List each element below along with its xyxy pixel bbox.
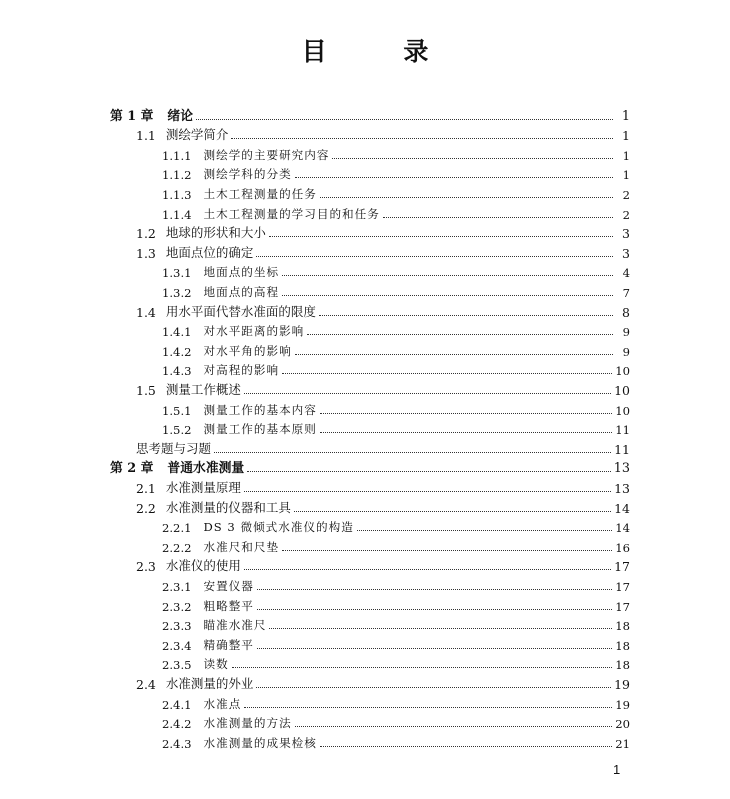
toc-dot-leader <box>282 550 612 551</box>
toc-entry <box>162 614 630 634</box>
toc-entry-number: 1.1.4 <box>162 207 192 222</box>
toc-dot-leader <box>320 432 612 433</box>
toc-entry-page: 3 <box>622 226 630 242</box>
toc-entry <box>136 555 630 575</box>
toc-entry-number: 2.3 <box>136 559 156 575</box>
toc-entry-number: 第 1 章 <box>110 108 154 124</box>
toc-entry <box>136 496 630 516</box>
toc-entry-title: 用水平面代替水准面的限度 <box>165 303 316 319</box>
toc-entry <box>162 182 630 202</box>
toc-entry-page: 21 <box>615 736 630 751</box>
toc-entry-number: 1.4 <box>136 304 156 320</box>
toc-entry-number: 1.1.2 <box>162 168 192 183</box>
toc-dot-leader <box>257 609 612 610</box>
toc-entry-number: 2.4.2 <box>162 717 192 732</box>
toc-dot-leader <box>320 746 612 747</box>
toc-entry-page: 9 <box>622 344 630 359</box>
toc-entry-number: 1.3 <box>136 245 156 261</box>
toc-entry <box>162 320 630 340</box>
toc-dot-leader <box>282 275 613 276</box>
toc-entry-title: 绪论 <box>167 108 194 124</box>
toc-dot-leader <box>247 471 611 472</box>
toc-dot-leader <box>244 393 611 394</box>
toc-entry <box>136 222 630 242</box>
toc-entry <box>136 437 630 457</box>
toc-entry-number: 2.4.1 <box>162 697 192 712</box>
toc-entry-title: 地面点的坐标 <box>203 265 280 280</box>
toc-entry-page: 1 <box>622 148 630 163</box>
toc-entry <box>162 163 630 183</box>
page-title: 目 录 <box>301 37 463 66</box>
toc-entry <box>110 104 630 124</box>
toc-entry-number: 1.1.1 <box>162 148 192 163</box>
toc-entry <box>136 241 630 261</box>
toc-dot-leader <box>244 707 612 708</box>
toc-entry-title: 水准测量的方法 <box>203 716 292 731</box>
toc-entry <box>162 535 630 555</box>
toc-entry-number: 2.4.3 <box>162 736 192 751</box>
toc-entry-number: 1.4.3 <box>162 364 192 379</box>
toc-entry <box>136 672 630 692</box>
toc-entry-title: 精确整平 <box>203 637 254 652</box>
toc-entry-title: 地球的形状和大小 <box>165 225 266 241</box>
toc-entry-title: 安置仪器 <box>203 578 254 593</box>
toc-entry <box>162 633 630 653</box>
toc-entry-title: 水准测量的外业 <box>165 675 254 691</box>
toc-entry-title: 对水平距离的影响 <box>203 324 305 339</box>
toc-dot-leader <box>319 315 613 316</box>
toc-entry-number: 1.3.1 <box>162 266 192 281</box>
toc-dot-leader <box>294 511 611 512</box>
toc-entry-page: 8 <box>622 304 630 320</box>
toc-dot-leader <box>332 158 613 159</box>
toc-entry-page: 1 <box>622 128 630 144</box>
toc-entry-number: 第 2 章 <box>110 461 154 477</box>
toc-dot-leader <box>282 295 613 296</box>
toc-entry-number: 2.3.2 <box>162 599 192 614</box>
toc-entry-page: 1 <box>622 168 630 183</box>
toc-entry-number: 1.1 <box>136 128 156 144</box>
toc-entry-title: 水准测量的仪器和工具 <box>165 499 291 515</box>
toc-dot-leader <box>244 491 611 492</box>
toc-entry-title: 水准尺和尺垫 <box>203 539 280 554</box>
toc-entry-page: 10 <box>615 364 630 379</box>
toc-dot-leader <box>307 334 613 335</box>
toc-dot-leader <box>269 236 613 237</box>
toc-entry-number: 1.4.1 <box>162 325 192 340</box>
toc-dot-leader <box>232 667 613 668</box>
toc-dot-leader <box>295 726 613 727</box>
toc-entry-number: 1.3.2 <box>162 285 192 300</box>
toc-entry-page: 20 <box>615 717 630 732</box>
toc-entry-number: 2.3.5 <box>162 658 192 673</box>
toc-dot-leader <box>320 413 612 414</box>
toc-entry-page: 3 <box>622 245 630 261</box>
toc-entry-page: 4 <box>622 266 630 281</box>
toc-entry-page: 2 <box>622 207 630 222</box>
toc-entry-title: 思考题与习题 <box>136 440 212 456</box>
toc-dot-leader <box>257 648 612 649</box>
toc-entry <box>162 261 630 281</box>
toc-entry-page: 17 <box>615 599 630 614</box>
toc-entry-page: 18 <box>615 638 630 653</box>
toc-entry-title: 读数 <box>203 657 229 672</box>
toc-dot-leader <box>214 452 611 453</box>
toc-entry-title: 水准点 <box>203 696 242 711</box>
toc-entry <box>136 476 630 496</box>
toc-entry <box>136 378 630 398</box>
toc-entry-number: 2.1 <box>136 480 156 496</box>
toc-entry-page: 14 <box>614 500 630 516</box>
toc-entry-title: 粗略整平 <box>203 598 254 613</box>
toc-dot-leader <box>269 628 612 629</box>
toc-entry <box>162 692 630 712</box>
toc-entry-number: 2.2.1 <box>162 521 192 536</box>
toc-entry-title: 测量工作的基本内容 <box>203 402 317 417</box>
toc-entry-title: 水准仪的使用 <box>165 558 241 574</box>
toc-entry-page: 10 <box>614 382 630 398</box>
toc-entry <box>162 418 630 438</box>
toc-entry-page: 13 <box>613 461 630 477</box>
toc-entry-number: 2.2 <box>136 500 156 516</box>
toc-entry <box>162 359 630 379</box>
toc-entry-number: 1.5.1 <box>162 403 192 418</box>
toc-entry-title: 土木工程测量的任务 <box>203 186 317 201</box>
page-number: 1 <box>613 762 621 777</box>
toc-entry-number: 2.3.3 <box>162 619 192 634</box>
toc-entry-title: 测绘学简介 <box>165 127 229 143</box>
toc-entry <box>162 731 630 751</box>
toc-entry <box>162 398 630 418</box>
toc-entry-title: 对高程的影响 <box>203 363 280 378</box>
toc-entry-title: DS 3 微倾式水准仪的构造 <box>203 520 354 535</box>
toc-entry-page: 19 <box>614 676 630 692</box>
toc-entry-page: 16 <box>615 540 630 555</box>
toc-entry-title: 对水平角的影响 <box>203 343 292 358</box>
toc-entry <box>162 594 630 614</box>
toc-entry-page: 17 <box>614 559 630 575</box>
toc-entry <box>162 653 630 673</box>
toc-entry-number: 2.3.1 <box>162 579 192 594</box>
toc-entry-page: 9 <box>622 325 630 340</box>
toc-dot-leader <box>196 119 613 120</box>
toc-entry <box>162 202 630 222</box>
toc-entry-title: 测量工作概述 <box>165 381 241 397</box>
toc-entry-number: 2.4 <box>136 676 156 692</box>
toc-entry-page: 19 <box>615 697 630 712</box>
toc-entry <box>162 339 630 359</box>
toc-dot-leader <box>383 217 613 218</box>
toc-entry <box>162 280 630 300</box>
toc-dot-leader <box>357 530 612 531</box>
toc-entry-title: 地面点位的确定 <box>165 244 254 260</box>
toc-entry <box>162 143 630 163</box>
toc-entry-number: 1.4.2 <box>162 344 192 359</box>
toc-entry-page: 13 <box>614 480 630 496</box>
toc-entry-page: 7 <box>622 285 630 300</box>
toc-entry-number: 2.3.4 <box>162 638 192 653</box>
toc-entry-page: 10 <box>615 403 630 418</box>
toc-entry-page: 18 <box>615 658 630 673</box>
toc-entry-page: 14 <box>615 521 630 536</box>
toc-entry-page: 11 <box>615 423 630 438</box>
toc-entry-number: 1.5 <box>136 382 156 398</box>
toc-dot-leader <box>295 354 613 355</box>
toc-entry-title: 瞄准水准尺 <box>203 618 267 633</box>
toc-entry-title: 土木工程测量的学习目的和任务 <box>203 206 380 221</box>
toc-entry-title: 普通水准测量 <box>167 461 245 477</box>
toc-dot-leader <box>256 687 611 688</box>
toc-entry-number: 1.2 <box>136 226 156 242</box>
toc-entry-page: 18 <box>615 619 630 634</box>
toc-entry-number: 2.2.2 <box>162 540 192 555</box>
toc-entry-title: 测绘学的主要研究内容 <box>203 147 330 162</box>
toc-dot-leader <box>295 177 613 178</box>
toc-dot-leader <box>231 138 613 139</box>
toc-entry <box>136 124 630 144</box>
toc-entry-title: 测量工作的基本原则 <box>203 422 317 437</box>
toc-entry <box>162 574 630 594</box>
toc-dot-leader <box>320 197 613 198</box>
toc-dot-leader <box>244 569 611 570</box>
toc-entry-title: 测绘学科的分类 <box>203 167 292 182</box>
toc-entry-number: 1.1.3 <box>162 187 192 202</box>
toc-entry <box>136 300 630 320</box>
toc-entry-page: 11 <box>614 441 630 457</box>
toc-entry-page: 17 <box>615 579 630 594</box>
toc-entry <box>110 457 630 477</box>
toc-entry-page: 1 <box>621 108 630 124</box>
toc-dot-leader <box>256 256 613 257</box>
toc-dot-leader <box>257 589 612 590</box>
toc-entry-title: 水准测量的成果检核 <box>203 735 317 750</box>
toc-dot-leader <box>282 373 612 374</box>
toc-entry <box>162 712 630 732</box>
toc-entry-page: 2 <box>622 187 630 202</box>
toc-entry <box>162 516 630 536</box>
toc-entry-number: 1.5.2 <box>162 423 192 438</box>
toc-entry-title: 水准测量原理 <box>165 479 241 495</box>
toc-entry-title: 地面点的高程 <box>203 284 280 299</box>
